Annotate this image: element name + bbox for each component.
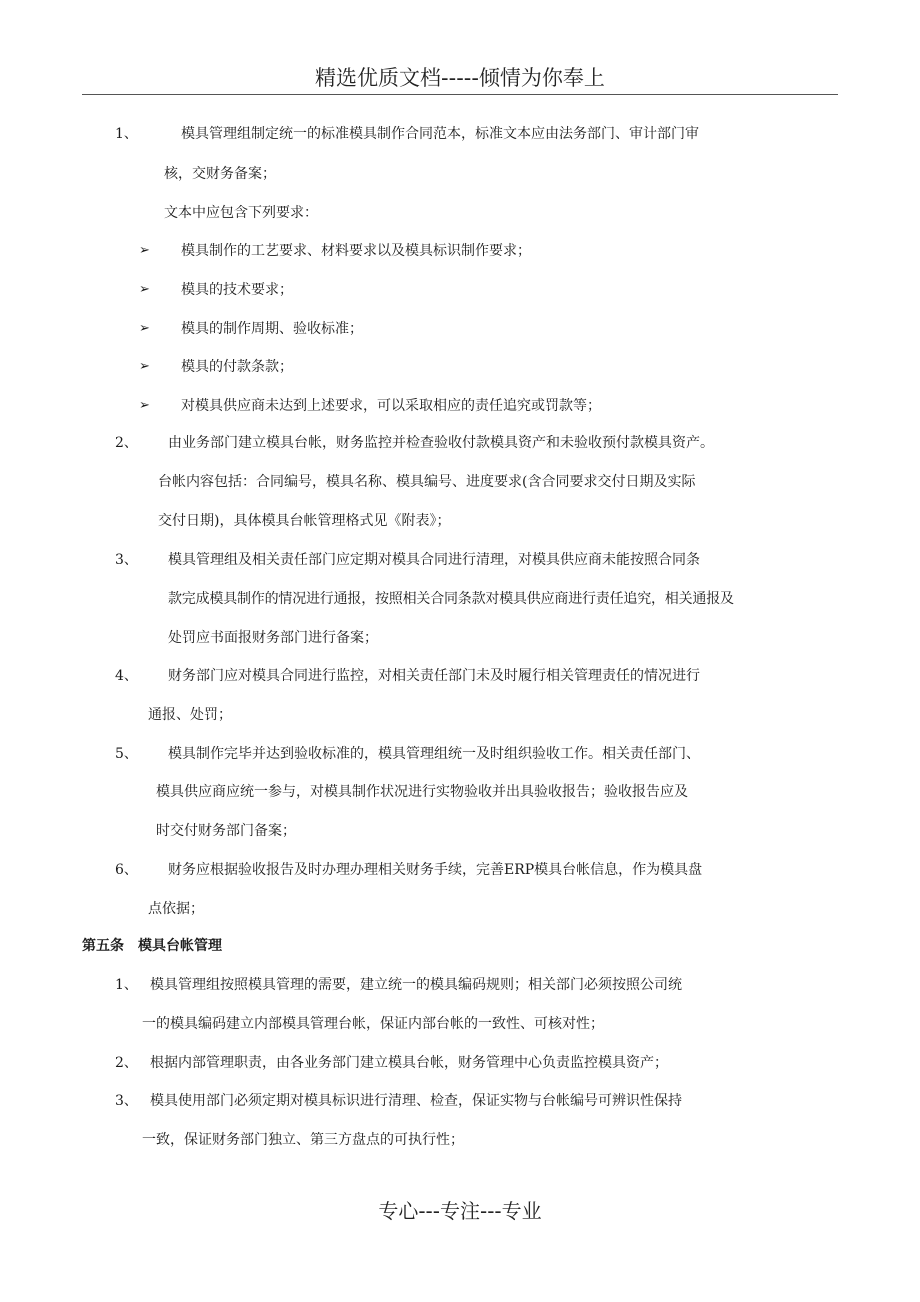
item-text-line: 财务应根据验收报告及时办理办理相关财务手续，完善ERP模具台帐信息，作为模具盘 xyxy=(168,862,703,878)
item-text-line: 处罚应书面报财务部门进行备案； xyxy=(168,630,378,646)
item-text-line: 财务部门应对模具合同进行监控，对相关责任部门未及时履行相关管理责任的情况进行 xyxy=(168,668,700,684)
item-text-line: 模具管理组制定统一的标准模具制作合同范本，标准文本应由法务部门、审计部门审 xyxy=(181,126,699,142)
item-number: 3、 xyxy=(115,552,138,568)
bullet-item: 模具制作的工艺要求、材料要求以及模具标识制作要求； xyxy=(181,243,531,259)
item-number: 5、 xyxy=(115,746,138,762)
bullet-item: 模具的技术要求； xyxy=(181,282,293,298)
item-text-line: 台帐内容包括：合同编号，模具名称、模具编号、进度要求(含合同要求交付日期及实际 xyxy=(158,474,696,490)
item-text-line: 模具管理组及相关责任部门应定期对模具合同进行清理，对模具供应商未能按照合同条 xyxy=(168,552,700,568)
page-footer-text: 专心---专注---专业 xyxy=(378,1199,542,1223)
item-text-line: 模具供应商应统一参与，对模具制作状况进行实物验收并出具验收报告；验收报告应及 xyxy=(156,784,688,800)
item-text-line: 点依据； xyxy=(148,901,204,917)
arrow-bullet-icon: ➢ xyxy=(139,243,150,258)
item-text-line: 模具管理组按照模具管理的需要，建立统一的模具编码规则；相关部门必须按照公司统 xyxy=(150,977,682,993)
item-text-line: 时交付财务部门备案； xyxy=(156,823,296,839)
item-number: 1、 xyxy=(115,977,138,993)
item-text-line: 根据内部管理职责，由各业务部门建立模具台帐，财务管理中心负责监控模具资产； xyxy=(150,1055,668,1071)
arrow-bullet-icon: ➢ xyxy=(139,359,150,374)
item-number: 2、 xyxy=(115,435,138,451)
bullet-item: 对模具供应商未达到上述要求，可以采取相应的责任追究或罚款等； xyxy=(181,398,601,414)
item-text-line: 交付日期)，具体模具台帐管理格式见《附表》； xyxy=(158,513,451,529)
item-text-line: 通报、处罚； xyxy=(148,707,232,723)
arrow-bullet-icon: ➢ xyxy=(139,398,150,413)
item-number: 3、 xyxy=(115,1093,138,1109)
item-text-line: 文本中应包含下列要求： xyxy=(164,205,318,221)
item-number: 4、 xyxy=(115,668,138,684)
item-text-line: 款完成模具制作的情况进行通报，按照相关合同条款对模具供应商进行责任追究，相关通报及 xyxy=(168,591,734,607)
item-number: 1、 xyxy=(115,126,138,142)
item-text-line: 核，交财务备案； xyxy=(164,166,276,182)
item-number: 6、 xyxy=(115,862,138,878)
item-number: 2、 xyxy=(115,1055,138,1071)
bullet-item: 模具的付款条款； xyxy=(181,359,293,375)
section-heading: 第五条 模具台帐管理 xyxy=(82,938,222,954)
item-text-line: 一的模具编码建立内部模具管理台帐，保证内部台帐的一致性、可核对性； xyxy=(142,1016,604,1032)
item-text-line: 由业务部门建立模具台帐，财务监控并检查验收付款模具资产和未验收预付款模具资产。 xyxy=(168,435,714,451)
arrow-bullet-icon: ➢ xyxy=(139,282,150,297)
header-divider xyxy=(82,94,838,95)
item-text-line: 一致，保证财务部门独立、第三方盘点的可执行性； xyxy=(142,1132,464,1148)
page-header-title: 精选优质文档-----倾情为你奉上 xyxy=(315,66,605,90)
item-text-line: 模具使用部门必须定期对模具标识进行清理、检查，保证实物与台帐编号可辨识性保持 xyxy=(150,1093,682,1109)
item-text-line: 模具制作完毕并达到验收标准的，模具管理组统一及时组织验收工作。相关责任部门、 xyxy=(168,746,700,762)
bullet-item: 模具的制作周期、验收标准； xyxy=(181,321,363,337)
arrow-bullet-icon: ➢ xyxy=(139,321,150,336)
